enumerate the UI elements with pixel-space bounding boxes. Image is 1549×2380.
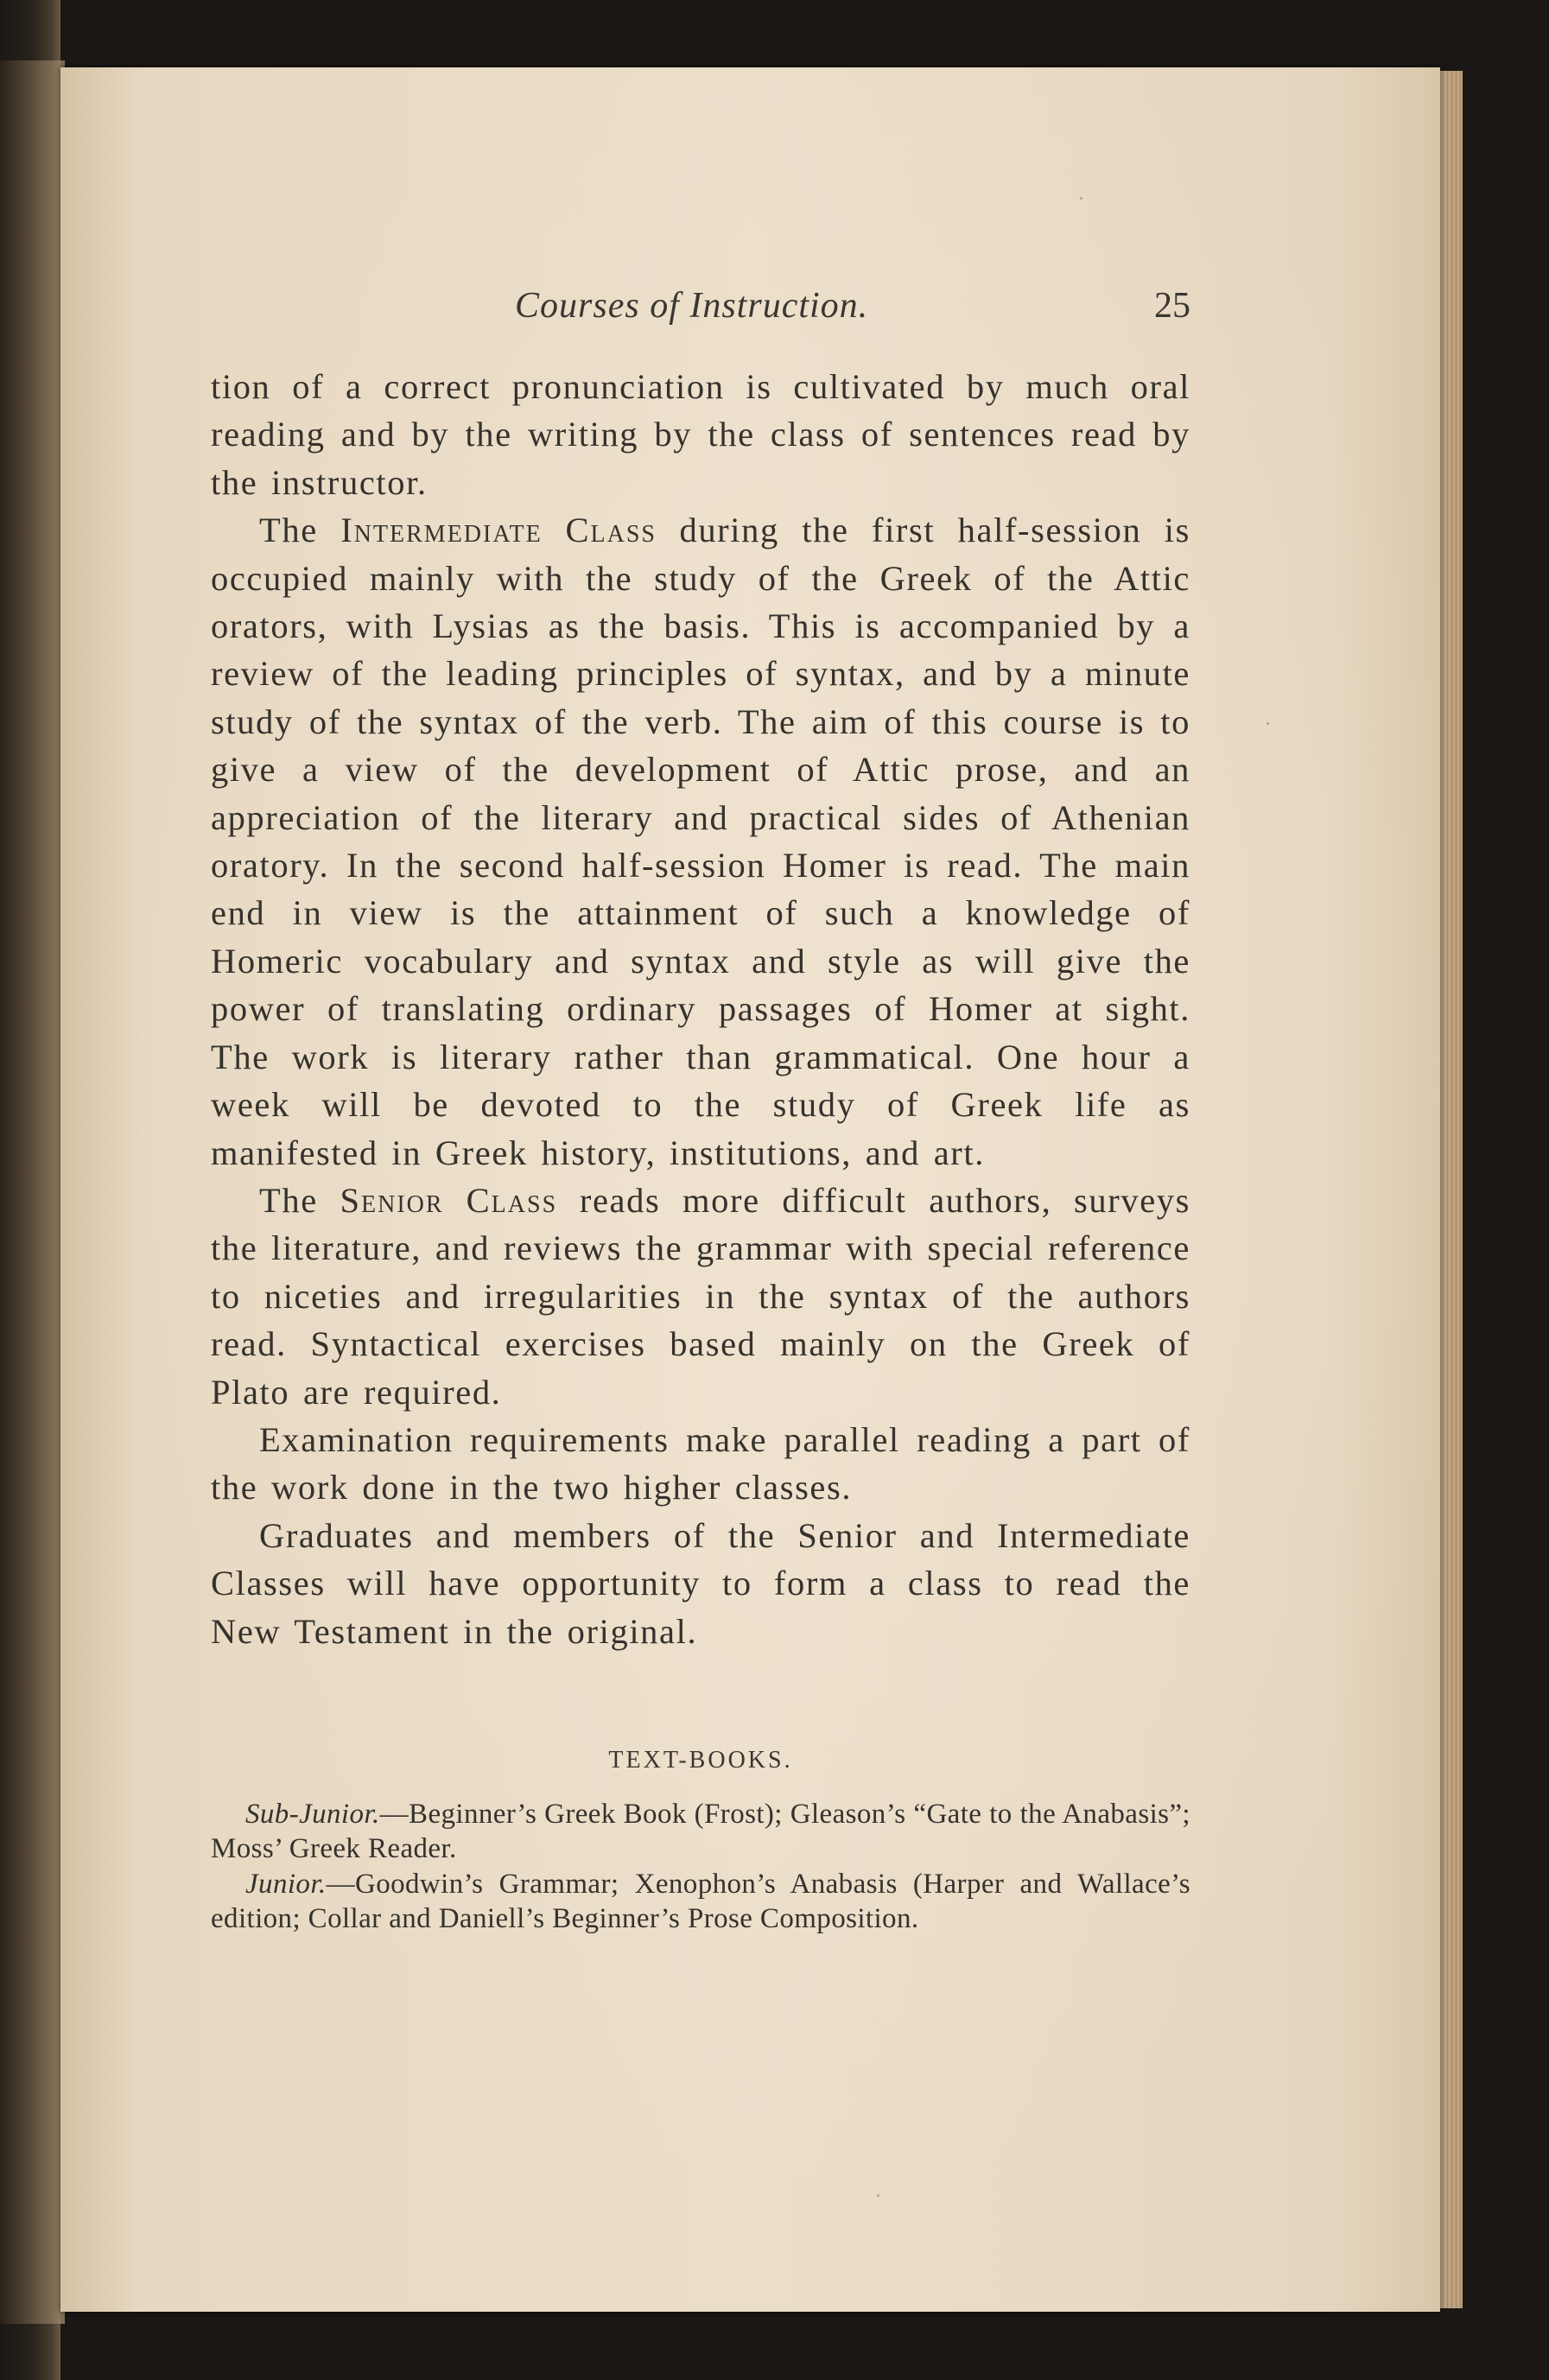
paragraph-text: Examination requirements make parallel reading a part of the work done in the two higher classes. bbox=[211, 1419, 1190, 1507]
textbooks-list bbox=[211, 1797, 1190, 1936]
paragraph-text: The bbox=[259, 1180, 340, 1220]
paragraph bbox=[211, 1512, 1190, 1655]
paragraph-text: during the first half-session is occupied mainly with the study of the Greek of the Attic orators, with Lysias as the basis. This is accompanied by a review of the leading principles of syntax, and by a minute study of the syntax of the verb. The aim of this course is to give a view of the development of Attic prose, and an appreciation of the literary and practical sides of Athenian oratory. In the second half-session Homer is read. The main end in view is the attainment of such a knowledge of Homeric vocabulary and syntax and style as will give the power of translating ordinary passages of Homer at sight. The work is literary rather than grammatical. One hour a week will be devoted to the study of Greek life as manifested in Greek history, institutions, and art. bbox=[211, 511, 1190, 1172]
textbook-entry-class: Sub-Junior. bbox=[245, 1799, 380, 1830]
textbook-entry bbox=[211, 1867, 1190, 1936]
textbook-entry-text: —Beginner’s Greek Book (Frost); Gleason’s “Gate to the Anabasis”; Moss’ Greek Reader. bbox=[211, 1799, 1190, 1864]
page-number: 25 bbox=[1154, 286, 1190, 326]
textbook-entry-class: Junior. bbox=[245, 1869, 327, 1900]
paragraph bbox=[211, 363, 1190, 506]
class-name-smallcaps: Senior Class bbox=[340, 1180, 558, 1220]
paragraph-text: reads more difficult authors, surveys the literature, and reviews the grammar with special reference to niceties and irregularities in the syntax of the authors read. Syntactical exercises based mainly on the Greek of Plato are required. bbox=[211, 1180, 1190, 1412]
class-name-smallcaps: Intermediate Class bbox=[340, 511, 657, 550]
paragraph-text: Graduates and members of the Senior and Intermediate Classes will have opportunity to form a class to read the New Testament in the original. bbox=[211, 1515, 1190, 1651]
textbook-entry-text: —Goodwin’s Grammar; Xenophon’s Anabasis (Harper and Wallace’s edition; Collar and Daniell’s Beginner’s Prose Composition. bbox=[211, 1869, 1190, 1934]
textbooks-heading: TEXT-BOOKS. bbox=[608, 1747, 793, 1774]
paragraph-text: The bbox=[259, 511, 341, 550]
textbook-entry bbox=[211, 1797, 1190, 1866]
paragraph bbox=[211, 1177, 1190, 1416]
paragraph bbox=[211, 1416, 1190, 1512]
paragraph-text: tion of a correct pronunciation is cultivated by much oral reading and by the writing by the class of sentences read by the instructor. bbox=[211, 367, 1190, 502]
body-text bbox=[211, 363, 1190, 1655]
running-head-title: Courses of Instruction. bbox=[515, 286, 869, 326]
paragraph bbox=[211, 506, 1190, 1177]
